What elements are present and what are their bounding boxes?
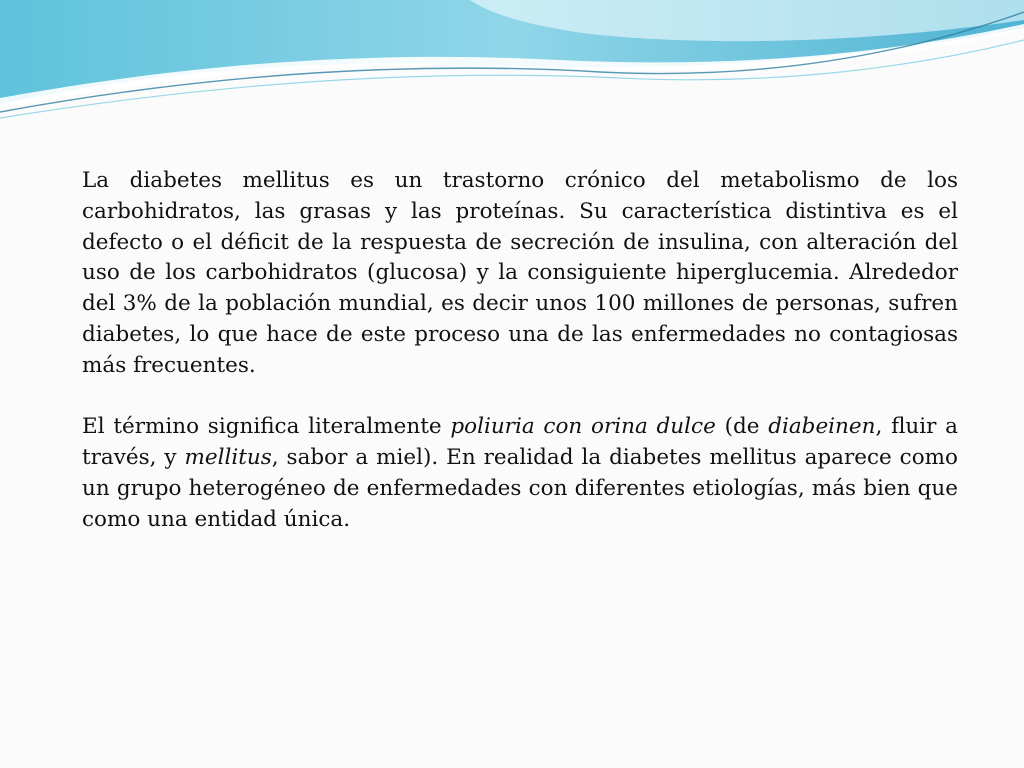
paragraph-etymology-text-3: , fluir a través, y: [82, 414, 959, 471]
paragraph-etymology-text-1: El término significa literalmente: [82, 414, 451, 440]
paragraph-etymology: [82, 412, 958, 535]
wave-banner-decoration: [0, 0, 1024, 130]
italic-term-diabeinen: diabeinen: [768, 414, 876, 440]
slide-body-text: [82, 166, 958, 536]
italic-term-mellitus: mellitus: [184, 445, 272, 471]
paragraph-etymology-text-2: (de: [715, 414, 769, 440]
italic-term-poliuria: poliuria con orina dulce: [450, 414, 716, 440]
paragraph-etymology-text-4: , sabor a miel). En realidad la diabetes mellitus aparece como un grupo heterogéneo de enfermedades con diferentes etiologías, más bien que como una entidad única.: [82, 445, 958, 532]
paragraph-definition: La diabetes mellitus es un trastorno crónico del metabolismo de los carbohidratos, las grasas y las proteínas. Su característica distintiva es el defecto o el déficit de la respuesta de secreción de insulina, con alteración del uso de los carbohidratos (glucosa) y la consiguiente hiperglucemia. Alrededor del 3% de la población mundial, es decir unos 100 millones de personas, sufren diabetes, lo que hace de este proceso una de las enfermedades no contagiosas más frecuentes.: [82, 168, 958, 378]
